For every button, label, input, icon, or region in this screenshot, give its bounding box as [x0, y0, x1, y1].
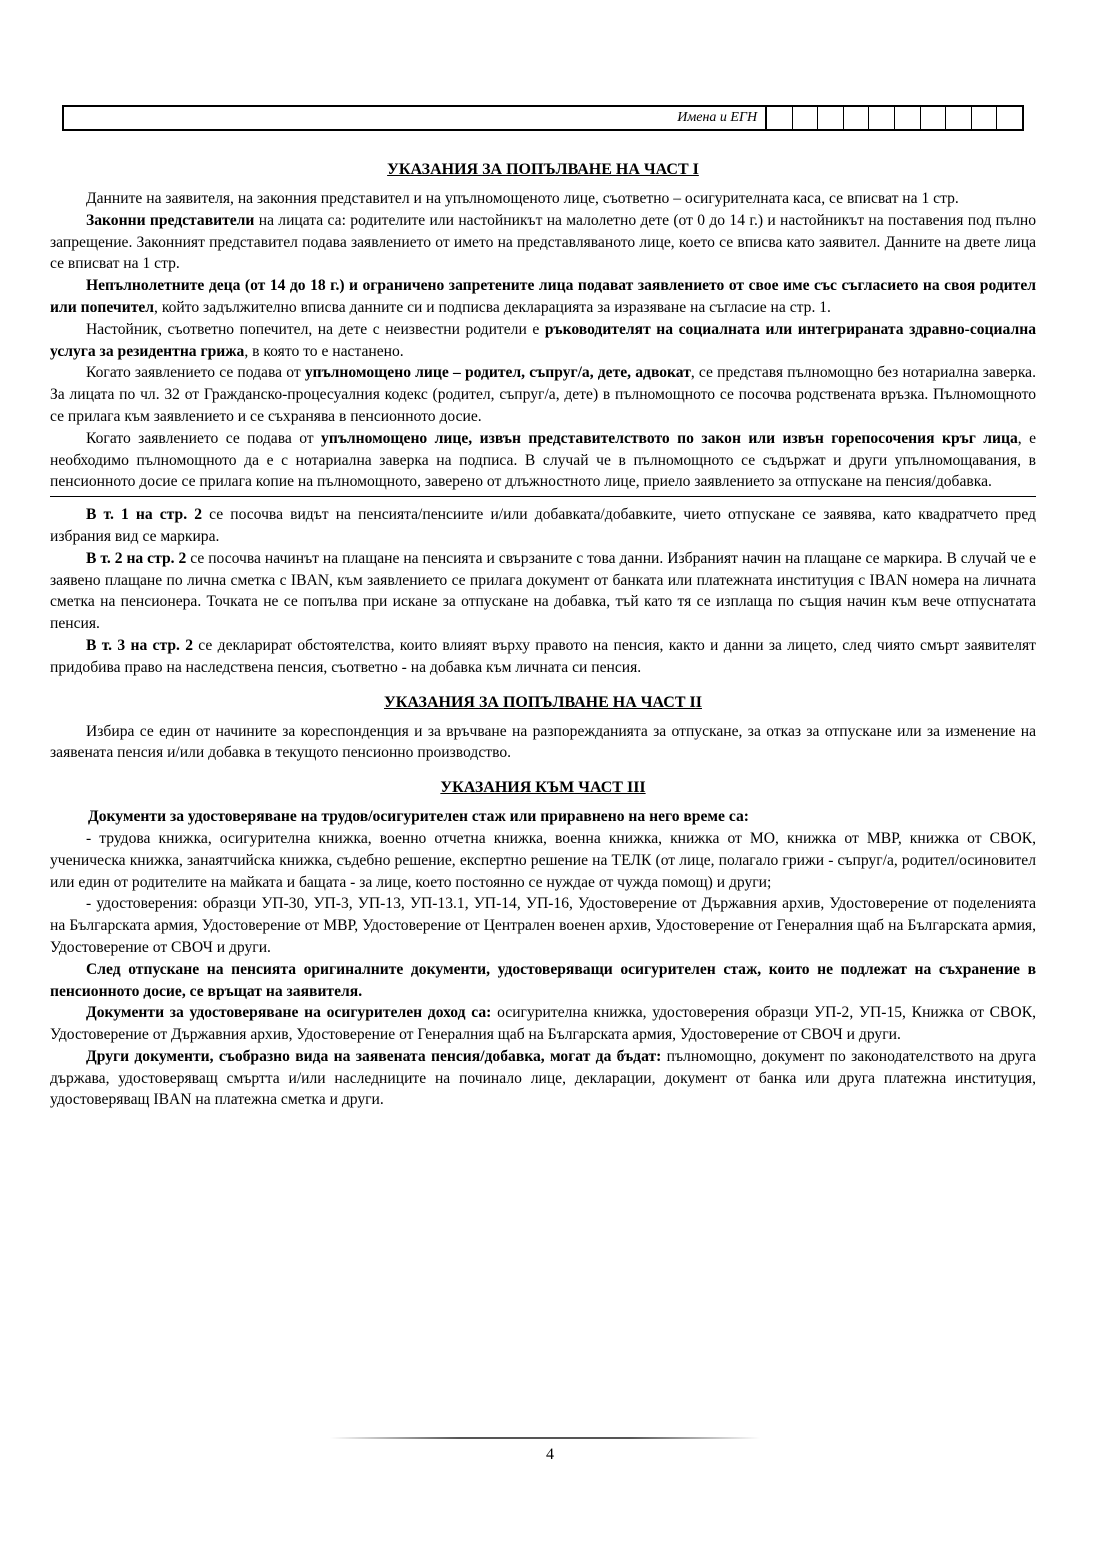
egn-digit-cell[interactable] — [766, 107, 792, 129]
instructions-body — [50, 158, 1036, 1111]
part1-paragraph-item2 — [50, 548, 1036, 635]
bold-text: След отпускане на пенсията оригиналните документи, удостоверяващи осигурителен стаж, които не подлежат на съхранение в пенсионното досие, се връщат на заявителя. — [50, 960, 1036, 1000]
part1-paragraph-minors — [50, 275, 1036, 319]
part3-heading: УКАЗАНИЯ КЪМ ЧАСТ III — [440, 779, 646, 797]
part3-paragraph-certificates: - удостоверения: образци УП-30, УП-3, УП-13, УП-13.1, УП-14, УП-16, Удостоверение от Държавния архив, Удостоверение от поделенията на Българската армия, Удостоверение от МВР, Удостоверение от Централен военен архив, Удостоверение от Генералния щаб на Българската армия, Удостоверение от СВОЧ и други. — [50, 895, 1036, 956]
text: се посочва видът на пенсията/пенсиите и/или добавката/добавките, чието отпускане се заявява, като квадратчето пред избрания вид се маркира. — [50, 506, 1036, 545]
bold-text: В т. 3 на стр. 2 — [86, 636, 193, 654]
egn-digit-cell[interactable] — [920, 107, 946, 129]
part1-paragraph-guardian — [50, 319, 1036, 363]
egn-digit-cell[interactable] — [792, 107, 818, 129]
egn-digit-cell[interactable] — [843, 107, 869, 129]
part2-paragraph: Избира се един от начините за кореспонденция и за връчване на разпорежданията за отпускане, за отказ за отпускане или за изменение на заявената пенсия и/или добавка в текущото пенсионно производство. — [50, 722, 1036, 762]
part3-paragraph-income-docs — [50, 1002, 1036, 1046]
text: Когато заявлението се подава от — [86, 429, 322, 447]
part3-paragraph-return-originals — [50, 959, 1036, 1003]
text: пълномощно, документ по законодателството на друга държава, удостоверяващ смъртта и/или наследниците на починало лице, декларации, документ от банка или друга платежна институция, удостоверяващ IBAN на платежна сметка и други. — [50, 1047, 1037, 1109]
bold-text: Документи за удостоверяване на трудов/осигурителен стаж или приравнено на него време са: — [88, 808, 749, 826]
bold-text: упълномощено лице, извън представителството по закон или извън горепосочения кръг лица — [321, 429, 1018, 447]
text: , в която то е настанено. — [244, 342, 404, 360]
egn-digit-cell[interactable] — [894, 107, 920, 129]
bold-text: Непълнолетните деца (от 14 до 18 г.) и ограничено запретените лица подават заявлението от свое име със съгласието на своя родител или попечител — [50, 277, 1036, 316]
part1-paragraph-item1 — [50, 504, 1036, 548]
part1-paragraph-applicant: Данните на заявителя, на законния представител и на упълномощеното лице, съответно – осигурителната каса, се вписват на 1 стр. — [86, 190, 959, 207]
part1-paragraph-authorized-relative — [50, 362, 1036, 427]
footer-divider — [330, 1437, 760, 1439]
text: , който задължително вписва данните си и подписва декларацията за изразяване на съгласие на стр. 1. — [154, 298, 831, 316]
bold-text: В т. 2 на стр. 2 — [86, 549, 187, 567]
part3-paragraph-other-docs — [50, 1046, 1036, 1111]
part1-paragraph-legal-representatives — [50, 210, 1036, 275]
section-divider — [50, 496, 1036, 497]
part1-heading: УКАЗАНИЯ ЗА ПОПЪЛВАНЕ НА ЧАСТ I — [387, 161, 699, 178]
text: , е необходимо пълномощното да е с нотариална заверка на подписа. В случай че в пълномощното се съдържат и други упълномощавания, в пенсионното досие се прилага копие на пълномощното, заверено от длъжностното лице, приело заявлението за отпускане на пенсия/добавка. — [50, 429, 1037, 491]
egn-digit-cell[interactable] — [971, 107, 997, 129]
name-egn-label: Имена и ЕГН — [64, 107, 766, 129]
bold-text: В т. 1 на стр. 2 — [86, 506, 202, 524]
text: се посочва начинът на плащане на пенсията и свързаните с това данни. Избраният начин на плащане се маркира. В случай че е заявено плащане по лична сметка с IBAN, към заявлението се прилага документ от банката или платежната институция с IBAN номера на личната сметка на пенсионера. Точката не се попълва при искане за отпускане на добавка, тъй като тя се изплаща по същия начин към вече отпуснатата пенсия. — [50, 549, 1036, 633]
bold-text: Документи за удостоверяване на осигурителен доход са: — [86, 1004, 492, 1022]
egn-digit-cell[interactable] — [868, 107, 894, 129]
text: на лицата са: родителите или настойникът на малолетно дете (от 0 до 14 г.) и настойникът на поставения под пълно запрещение. Законният представител подава заявлението от името на представляваното лице, което се вписва като заявител. Данните на двете лица се вписват на 1 стр. — [50, 211, 1036, 273]
egn-digit-cell[interactable] — [996, 107, 1022, 129]
name-egn-box — [62, 105, 1024, 131]
text: се декларират обстоятелства, които влияят върху правото на пенсия, както и данни за лицето, след чиято смърт заявителят придобива право на наследствена пенсия, съответно - на добавка към личната си пенсия. — [50, 636, 1036, 676]
bold-text: Други документи, съобразно вида на заявената пенсия/добавка, могат да бъдат: — [86, 1047, 662, 1065]
egn-digit-cell[interactable] — [817, 107, 843, 129]
page-number: 4 — [546, 1446, 554, 1463]
bold-text: ръководителят на социалната или интегрираната здравно-социална услуга за резидентна грижа — [50, 320, 1036, 360]
text: , се представя пълномощно без нотариална заверка. За лицата по чл. 32 от Гражданско-процесуалния кодекс (родител, съпруг/а, дете) в пълномощното се посочва родствената връзка. Пълномощното се прилага към заявлението и се съхранява в пенсионното досие. — [50, 364, 1036, 425]
text: осигурителна книжка, удостоверения образци УП-2, УП-15, Книжка от СВОК, Удостоверение от Държавния архив, Удостоверение от Генералния щаб на Българската армия, Удостоверение от СВОЧ и други. — [50, 1004, 1036, 1044]
part1-paragraph-authorized-other — [50, 428, 1036, 493]
part2-heading: УКАЗАНИЯ ЗА ПОПЪЛВАНЕ НА ЧАСТ II — [384, 693, 702, 711]
egn-digit-cell[interactable] — [945, 107, 971, 129]
part3-paragraph-booklets: - трудова книжка, осигурителна книжка, военно отчетна книжка, военна книжка, книжка от МО, книжка от МВР, книжка от СВОК, ученическа книжка, занаятчийска книжка, съдебно решение, експертно решение на ТЕЛК (от лице, полагало грижи - съпруг/а, родител/осиновител или един от родителите на майката и бащата - за лице, което постоянно се нуждае от чужда помощ) и други; — [50, 829, 1036, 891]
part3-paragraph-service-docs-title — [50, 806, 1036, 828]
bold-text: упълномощено лице – родител, съпруг/а, дете, адвокат — [304, 364, 691, 382]
part1-paragraph-item3 — [50, 635, 1036, 679]
text: Настойник, съответно попечител, на дете с неизвестни родители е — [86, 320, 545, 338]
text: Когато заявлението се подава от — [86, 364, 305, 382]
bold-text: Законни представители — [86, 211, 255, 229]
